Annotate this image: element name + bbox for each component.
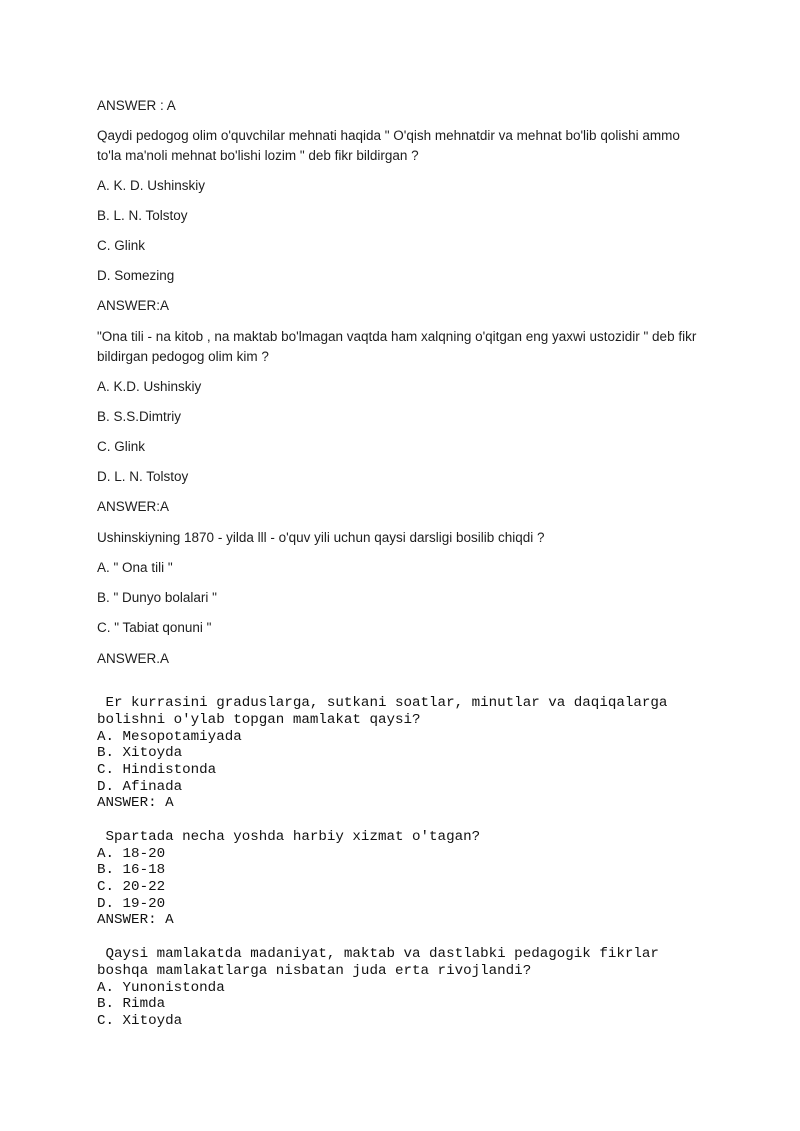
q3-option-a: A. " Ona tili " [97, 560, 173, 575]
q2-option-b: B. S.S.Dimtriy [97, 409, 182, 424]
q3-option-c: C. " Tabiat qonuni " [97, 620, 212, 635]
q3-option-b: B. " Dunyo bolalari " [97, 590, 217, 605]
question-5-line-1: Spartada necha yoshda harbiy xizmat o'tagan? [97, 829, 481, 845]
q5-option-b: B. 16-18 [97, 862, 166, 878]
q6-option-b: B. Rimda [97, 996, 166, 1012]
q2-answer: ANSWER:A [97, 499, 170, 514]
question-6-line-2: boshqa mamlakatlarga nisbatan juda erta rivojlandi? [97, 963, 532, 979]
q5-answer: ANSWER: A [97, 912, 174, 928]
question-3: Ushinskiyning 1870 - yilda lll - o'quv yili uchun qaysi darsligi bosilib chiqdi ? [97, 530, 545, 545]
q2-option-a: A. K.D. Ushinskiy [97, 379, 202, 394]
question-2: "Ona tili - na kitob , na maktab bo'lmagan vaqtda ham xalqning o'qitgan eng yaxwi ustozidir " deb fikr bildirgan pedogog olim kim ? [97, 329, 697, 364]
question-6-line-1: Qaysi mamlakatda madaniyat, maktab va dastlabki pedagogik fikrlar [97, 946, 659, 962]
q5-option-a: A. 18-20 [97, 846, 166, 862]
q6-option-c: C. Xitoyda [97, 1013, 183, 1029]
q4-answer: ANSWER: A [97, 795, 174, 811]
q3-answer: ANSWER.A [97, 651, 170, 666]
question-4-line-2: bolishni o'ylab topgan mamlakat qaysi? [97, 712, 421, 728]
q1-option-c: C. Glink [97, 238, 146, 253]
q1-answer: ANSWER:A [97, 298, 170, 313]
question-1: Qaydi pedogog olim o'quvchilar mehnati haqida " O'qish mehnatdir va mehnat bo'lib qolishi ammo to'la ma'noli mehnat bo'lishi lozim " deb fikr bildirgan ? [97, 128, 680, 163]
question-4-line-1: Er kurrasini graduslarga, sutkani soatlar, minutlar va daqiqalarga [97, 695, 668, 711]
q4-option-c: C. Hindistonda [97, 762, 217, 778]
answer-line: ANSWER : A [97, 98, 176, 113]
q1-option-a: A. K. D. Ushinskiy [97, 178, 206, 193]
q4-option-d: D. Afinada [97, 779, 183, 795]
q6-option-a: A. Yunonistonda [97, 980, 225, 996]
q5-option-d: D. 19-20 [97, 896, 166, 912]
q1-option-b: B. L. N. Tolstoy [97, 208, 188, 223]
q4-option-a: A. Mesopotamiyada [97, 729, 242, 745]
q2-option-c: C. Glink [97, 439, 146, 454]
q5-option-c: C. 20-22 [97, 879, 166, 895]
q1-option-d: D. Somezing [97, 268, 175, 283]
q2-option-d: D. L. N. Tolstoy [97, 469, 189, 484]
q4-option-b: B. Xitoyda [97, 745, 183, 761]
